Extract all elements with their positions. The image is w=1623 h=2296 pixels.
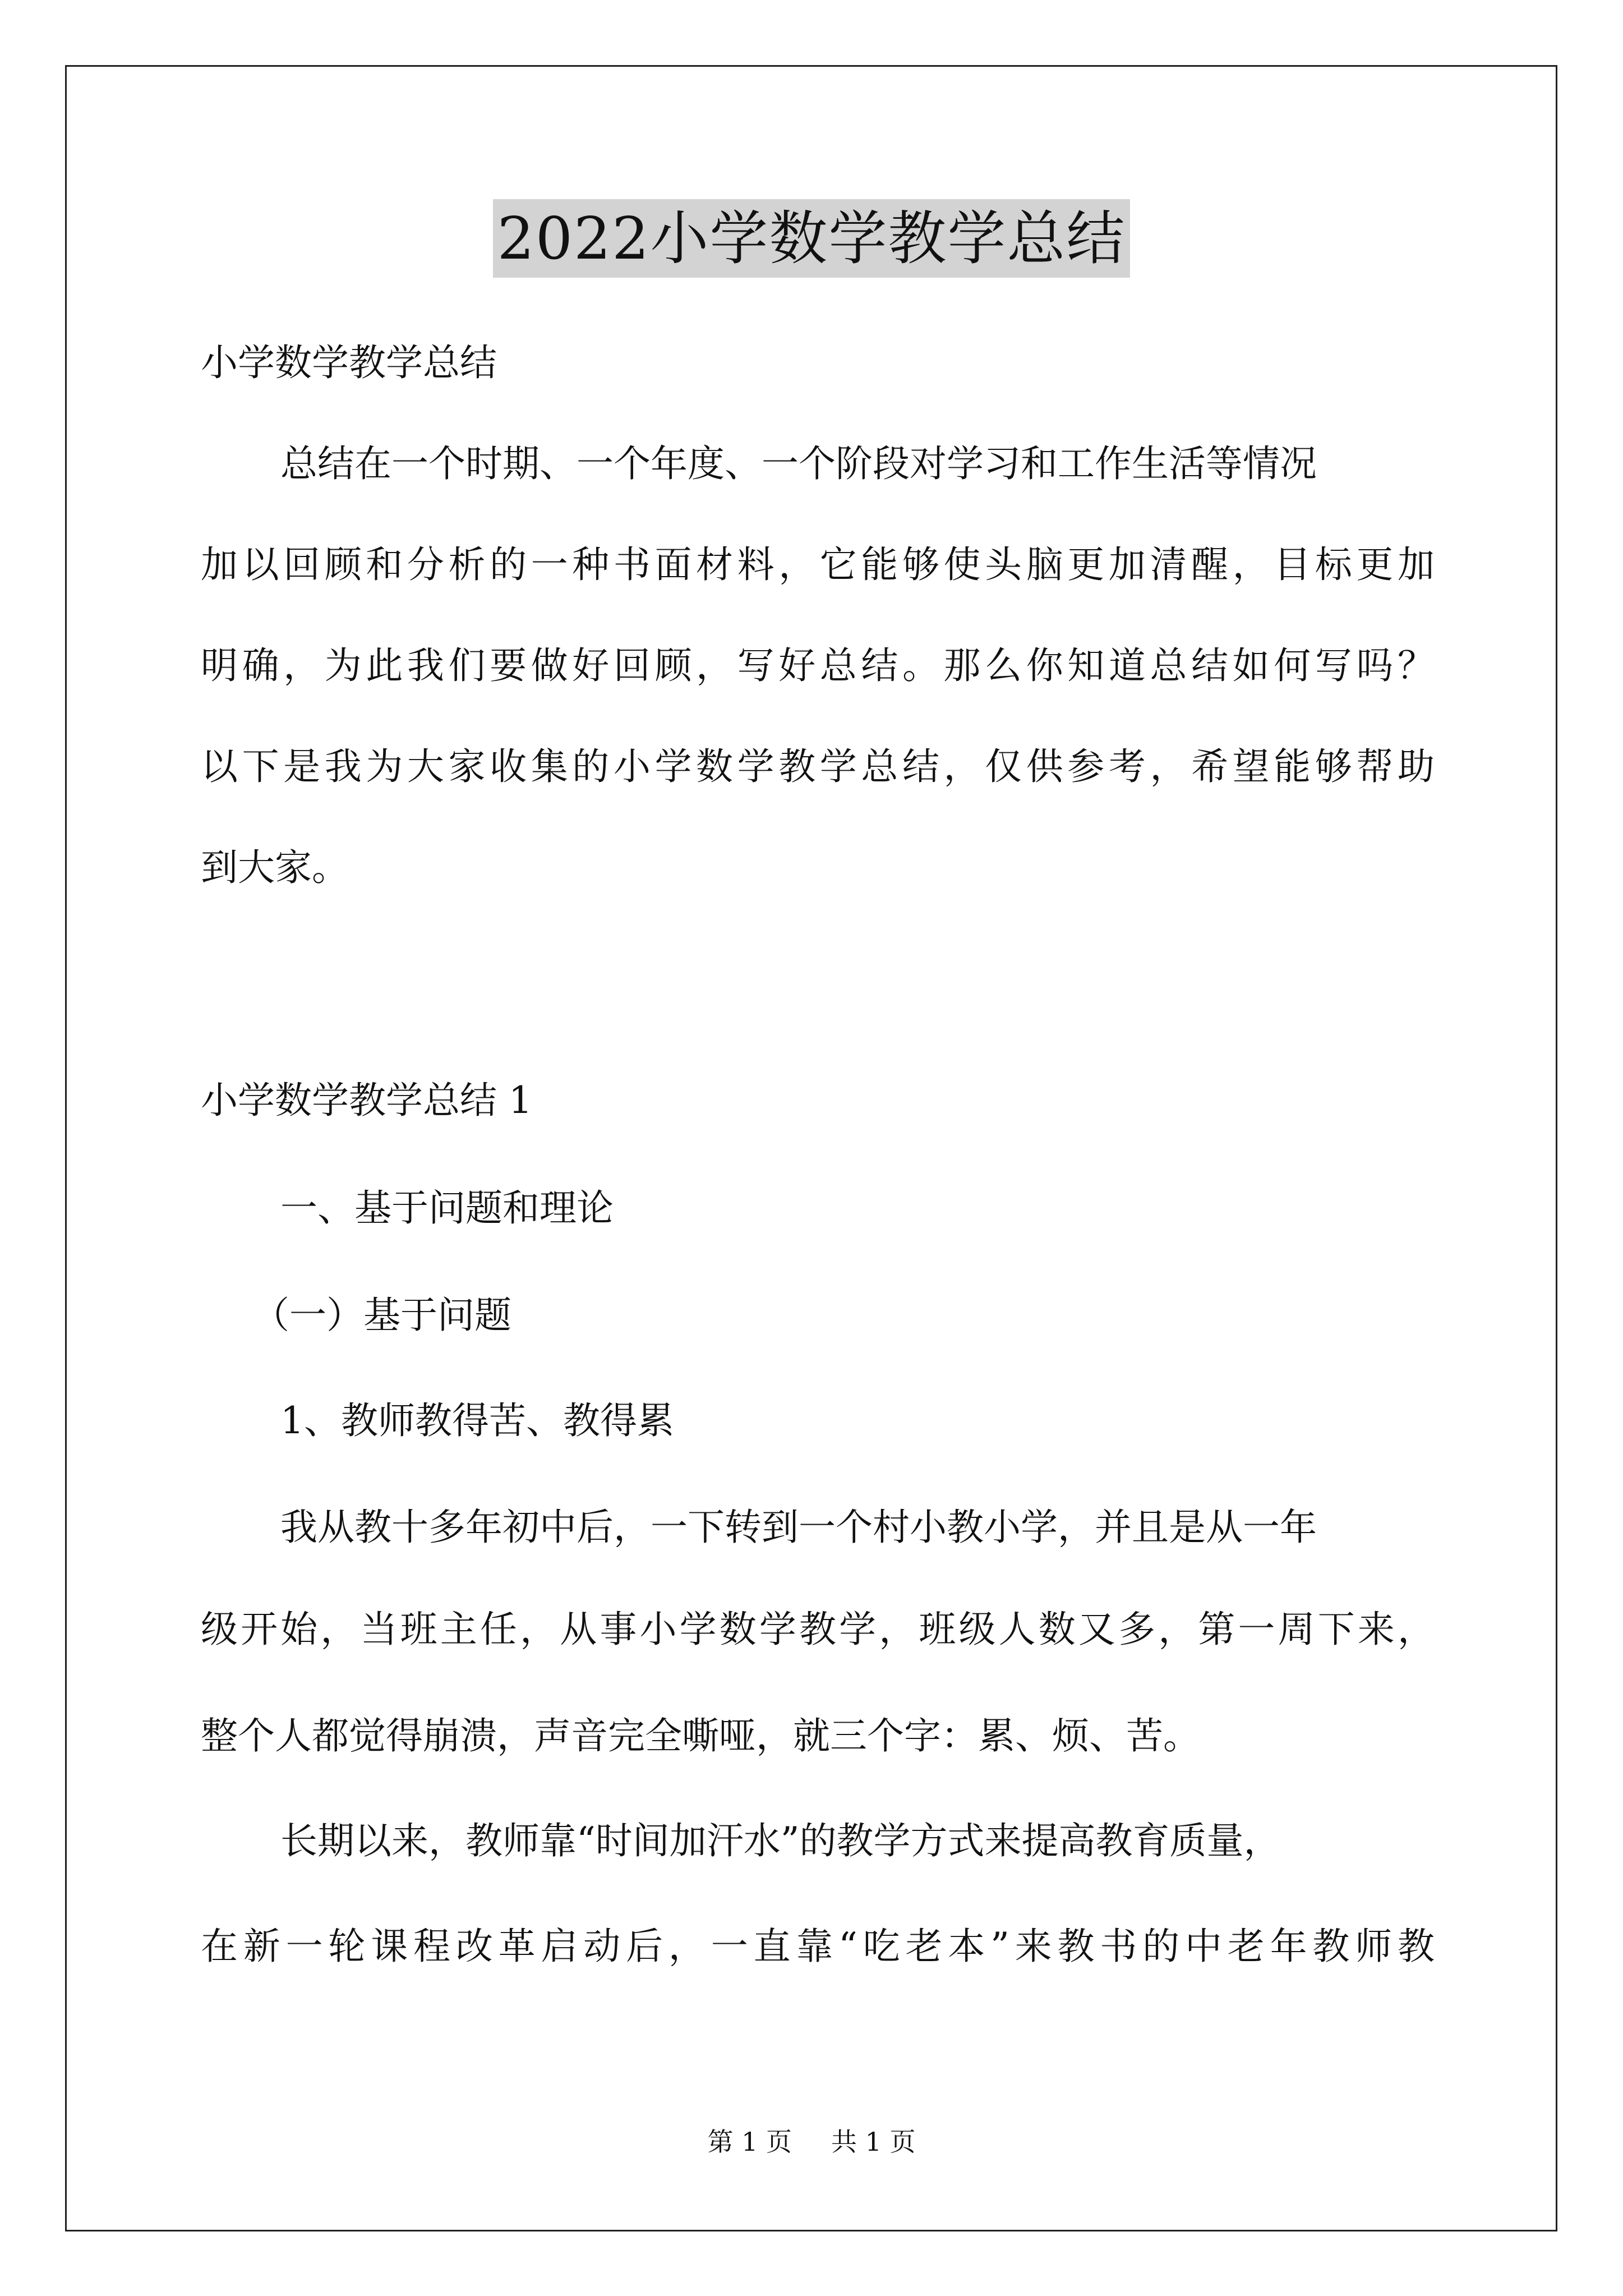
intro-line: 到大家。	[201, 846, 349, 889]
document-subtitle: 小学数学教学总结	[201, 341, 497, 384]
intro-line: 以下是我为大家收集的小学数学教学总结，仅供参考，希望能够帮助	[201, 745, 1435, 788]
page-border	[65, 65, 1557, 2231]
page-number: 第 1 页	[707, 2127, 792, 2157]
paragraph-line: 在新一轮课程改革启动后，一直靠“吃老本”来教书的中老年教师教	[201, 1925, 1435, 1968]
intro-line: 明确，为此我们要做好回顾，写好总结。那么你知道总结如何写吗？	[201, 644, 1435, 687]
intro-line: 总结在一个时期、一个年度、一个阶段对学习和工作生活等情况	[280, 442, 1317, 485]
paragraph-line: 级开始，当班主任，从事小学数学教学，班级人数又多，第一周下来，	[201, 1608, 1435, 1651]
document-title: 2022小学数学教学总结	[493, 199, 1131, 278]
paragraph-line: 整个人都觉得崩溃，声音完全嘶哑，就三个字：累、烦、苦。	[201, 1714, 1200, 1757]
item-heading: 1、教师教得苦、教得累	[280, 1399, 674, 1442]
intro-line: 加以回顾和分析的一种书面材料，它能够使头脑更加清醒，目标更加	[201, 543, 1435, 586]
page-total: 共 1 页	[831, 2127, 916, 2157]
paragraph-line: 我从教十多年初中后，一下转到一个村小教小学，并且是从一年	[280, 1506, 1317, 1549]
paragraph-line: 长期以来，教师靠“时间加汗水”的教学方式来提高教育质量，	[280, 1819, 1281, 1862]
part-heading: 一、基于问题和理论	[280, 1186, 614, 1230]
sub-heading: （一）基于问题	[252, 1294, 511, 1337]
section-heading: 小学数学教学总结 1	[201, 1079, 532, 1122]
title-container	[0, 199, 1623, 278]
page-footer	[0, 2125, 1623, 2159]
